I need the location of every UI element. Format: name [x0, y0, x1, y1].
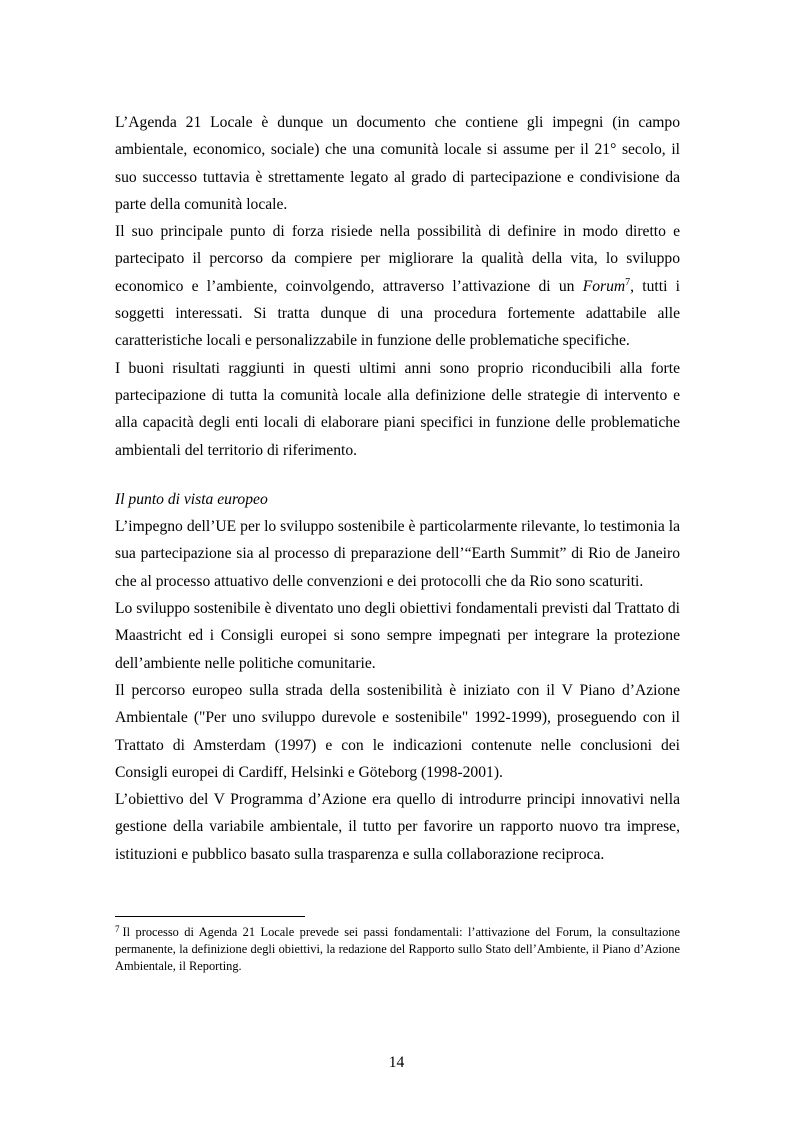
paragraph-agenda-21: L’Agenda 21 Locale è dunque un documento che contiene gli impegni (in campo ambientale, economico, sociale) che una comunità locale si assume per il 21° secolo, il suo successo tuttavia è strettamente legato al grado di partecipazione e condivisione da parte della comunità locale.: [115, 114, 680, 213]
footnote-text: Il processo di Agenda 21 Locale prevede sei passi fondamentali: l’attivazione del Forum, la consultazione permanente, la definizione degli obiettivi, la redazione del Rapporto sullo Stato dell’Ambiente, il Piano d’Azione Ambientale, il Reporting.: [115, 925, 680, 973]
page-number: 14: [388, 1054, 405, 1071]
paragraph-forum-text-after: , tutti i soggetti interessati. Si tratta dunque di una procedura fortemente adattabile alle caratteristiche locali e personalizzabile in funzione delle problematiche specifiche.: [115, 277, 681, 350]
paragraph-forum-text-before: Il suo principale punto di forza risiede nella possibilità di definire in modo diretto e partecipato il percorso da compiere per migliorare la qualità della vita, lo sviluppo economico e l’ambiente, coinvolgendo, attraverso l’attivazione di un: [115, 223, 680, 295]
paragraph-eu-commitment: L’impegno dell’UE per lo sviluppo sostenibile è particolarmente rilevante, lo testimonia la sua partecipazione sia al processo di preparazione dell’“Earth Summit” di Rio de Janeiro che al processo attuativo delle convenzioni e dei protocolli che da Rio sono scaturiti.: [115, 518, 680, 590]
footnote-number: 7: [115, 924, 120, 934]
section-title: Il punto di vista europeo: [115, 490, 268, 508]
footnote-separator: [115, 916, 305, 917]
body-text: [115, 109, 680, 868]
paragraph-forum: [115, 218, 680, 354]
paragraph-maastricht: Lo sviluppo sostenibile è diventato uno degli obiettivi fondamentali previsti dal Trattato di Maastricht ed i Consigli europei si sono sempre impegnati per integrare la protezione dell’ambiente nelle politiche comunitarie.: [115, 600, 680, 672]
footnote-reference[interactable]: 7: [625, 276, 631, 288]
paragraph-european-path: Il percorso europeo sulla strada della sostenibilità è iniziato con il V Piano d’Azione Ambientale ("Per uno sviluppo durevole e sostenibile" 1992-1999), proseguendo con il Trattato di Amsterdam (1997) e con le indicazioni contenute nelle conclusioni dei Consigli europei di Cardiff, Helsinki e Göteborg (1998-2001).: [115, 681, 680, 781]
paragraph-programme-objective: L’obiettivo del V Programma d’Azione era quello di introdurre principi innovativi nella gestione della variabile ambientale, il tutto per favorire un rapporto nuovo tra imprese, istituzioni e pubblico basato sulla trasparenza e sulla collaborazione reciproca.: [115, 791, 680, 863]
footnote: [115, 924, 680, 975]
paragraph-results: I buoni risultati raggiunti in questi ultimi anni sono proprio riconducibili alla forte partecipazione di tutta la comunità locale alla definizione delle strategie di intervento e alla capacità degli enti locali di elaborare piani specifici in funzione delle problematiche ambientali del territorio di riferimento.: [115, 359, 680, 459]
forum-italic: Forum: [582, 277, 626, 295]
